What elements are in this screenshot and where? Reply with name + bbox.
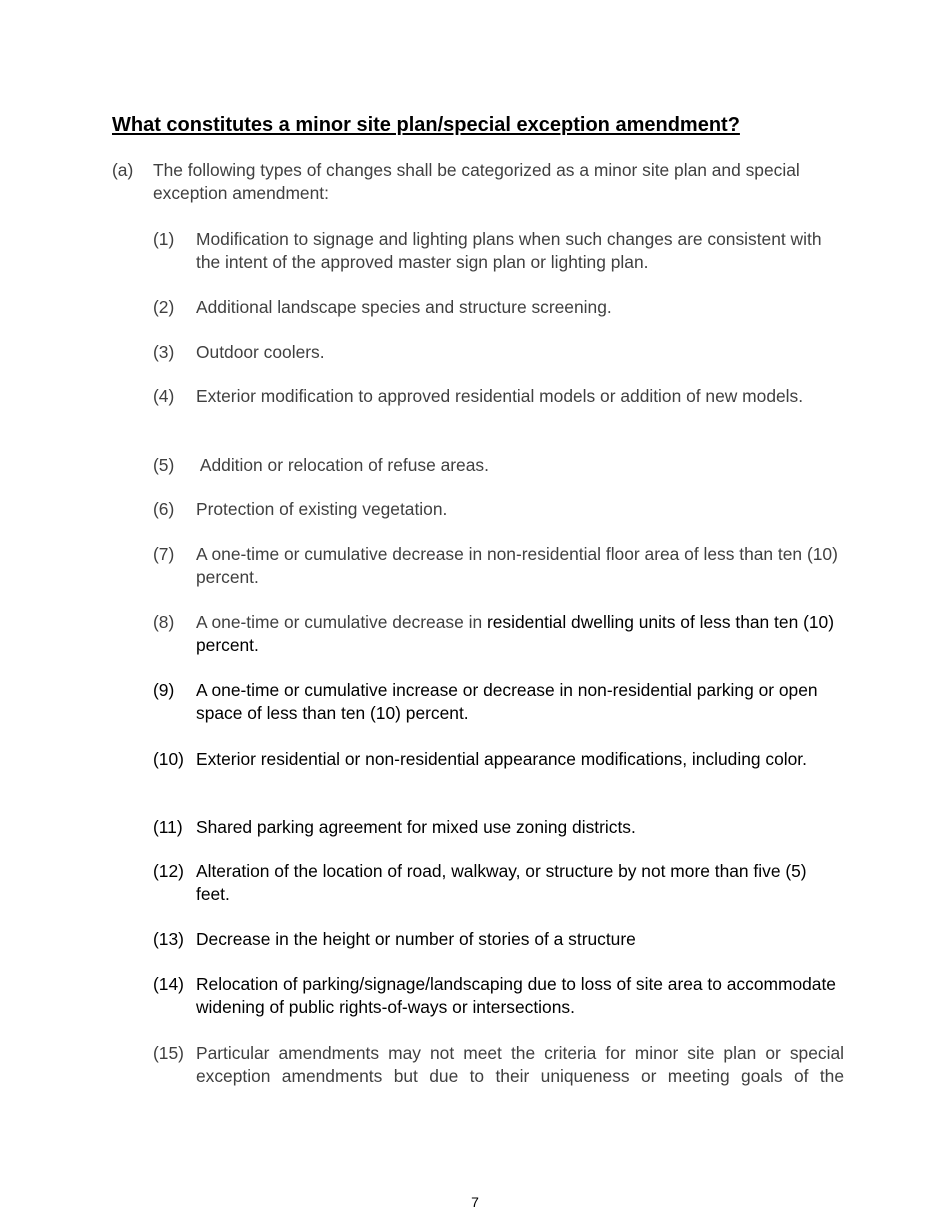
list-item-number: (9) <box>153 680 175 700</box>
list-item-text <box>196 611 844 657</box>
list-item-text-part: A one-time or cumulative decrease in <box>196 612 487 632</box>
list-item-text: Alteration of the location of road, walkway, or structure by not more than five (5) feet. <box>196 861 807 904</box>
list-item-number: (14) <box>153 974 184 994</box>
list-item-number: (4) <box>153 386 175 406</box>
list-item-text: Relocation of parking/signage/landscaping due to loss of site area to accommodate widening of public rights-of-ways or intersections. <box>196 974 836 1017</box>
list-item-number: (11) <box>153 817 183 837</box>
list-item-text: Particular amendments may not meet the criteria for minor site plan or special exception amendments but due to their uniqueness or meeting goals of the <box>196 1043 844 1086</box>
list-item-number: (8) <box>153 612 175 632</box>
list-item-text: Protection of existing vegetation. <box>196 499 448 519</box>
list-item-number: (3) <box>153 342 175 362</box>
list-item-text: Exterior residential or non-residential appearance modifications, including color. <box>196 749 807 769</box>
intro-text: The following types of changes shall be categorized as a minor site plan and special exception amendment: <box>153 160 800 203</box>
list-item-text: Addition or relocation of refuse areas. <box>196 455 489 475</box>
list-item-number: (12) <box>153 861 184 881</box>
list-item-text: A one-time or cumulative increase or decrease in non-residential parking or open space of less than ten (10) percent. <box>196 680 818 723</box>
list-item-number: (7) <box>153 544 175 564</box>
list-item-text: Outdoor coolers. <box>196 342 325 362</box>
page-number: 7 <box>471 1194 479 1210</box>
list-item-text: Decrease in the height or number of stories of a structure <box>196 929 636 949</box>
list-item-number: (5) <box>153 455 175 475</box>
list-item-number: (15) <box>153 1043 184 1063</box>
list-item-text: A one-time or cumulative decrease in non-residential floor area of less than ten (10) percent. <box>196 544 838 587</box>
list-item-number: (13) <box>153 929 184 949</box>
list-item-number: (1) <box>153 229 175 249</box>
intro-label: (a) <box>112 160 134 180</box>
list-item-number: (6) <box>153 499 175 519</box>
list-item-text-part: residential dwelling units of less than ten (10) percent. <box>196 612 834 655</box>
list-item-text: Additional landscape species and structure screening. <box>196 297 612 317</box>
list-item-text: Exterior modification to approved residential models or addition of new models. <box>196 386 804 406</box>
page-title: What constitutes a minor site plan/special exception amendment? <box>112 114 740 136</box>
list-item-number: (2) <box>153 297 175 317</box>
list-item-number: (10) <box>153 749 184 769</box>
list-item-text: Modification to signage and lighting plans when such changes are consistent with the intent of the approved master sign plan or lighting plan. <box>196 229 822 272</box>
list-item-text: Shared parking agreement for mixed use zoning districts. <box>196 817 636 837</box>
